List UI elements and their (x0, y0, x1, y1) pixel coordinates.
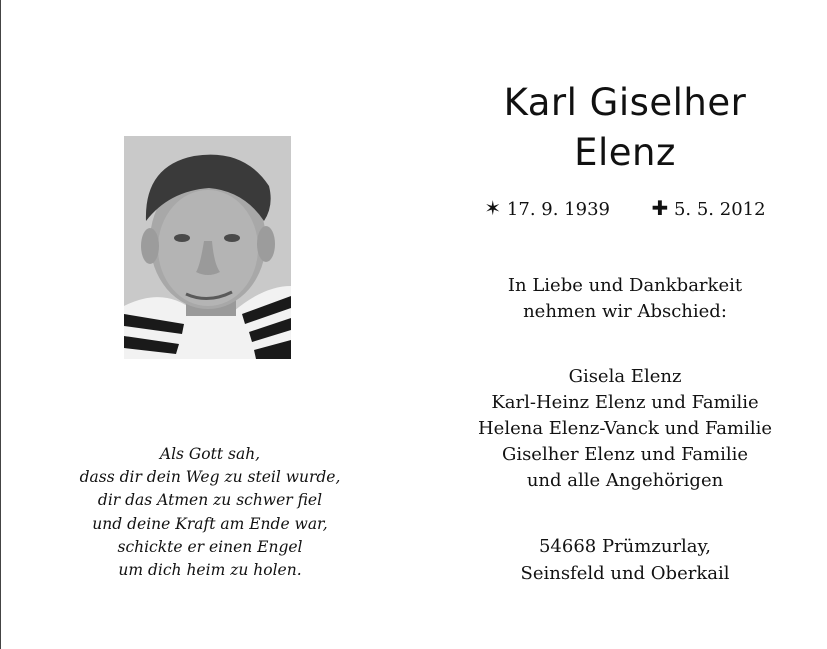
death-date: 5. 5. 2012 (673, 199, 766, 220)
poem-line: dir das Atmen zu schwer fiel (97, 491, 323, 510)
name-line-2: Elenz (574, 131, 676, 174)
page-border (0, 0, 1, 649)
place-line: Seinsfeld und Oberkail (520, 563, 730, 584)
farewell-text (445, 273, 805, 325)
place-line: 54668 Prümzurlay, (538, 536, 712, 557)
deceased-name (445, 78, 805, 178)
life-dates (445, 196, 805, 222)
mourner: Karl-Heinz Elenz und Familie (491, 392, 759, 413)
poem (40, 443, 380, 582)
poem-line: um dich heim zu holen. (118, 561, 302, 580)
name-line-1: Karl Giselher (503, 81, 747, 124)
mourners-list (445, 364, 805, 494)
portrait-photo (124, 136, 291, 359)
birth-star-icon: ✶ (484, 196, 502, 220)
birth-date: 17. 9. 1939 (506, 199, 610, 220)
mourner: und alle Angehörigen (526, 470, 724, 491)
farewell-line: nehmen wir Abschied: (523, 301, 727, 322)
mourner: Giselher Elenz und Familie (501, 444, 749, 465)
poem-line: und deine Kraft am Ende war, (92, 514, 328, 533)
death-cross-icon: ✚ (651, 196, 669, 220)
mourner: Helena Elenz-Vanck und Familie (477, 418, 772, 439)
poem-line: Als Gott sah, (159, 445, 261, 463)
poem-line: dass dir dein Weg zu steil wurde, (79, 468, 341, 487)
place-of-residence (445, 533, 805, 587)
farewell-line: In Liebe und Dankbarkeit (507, 275, 743, 296)
poem-line: schickte er einen Engel (117, 537, 303, 556)
mourner: Gisela Elenz (568, 366, 682, 387)
